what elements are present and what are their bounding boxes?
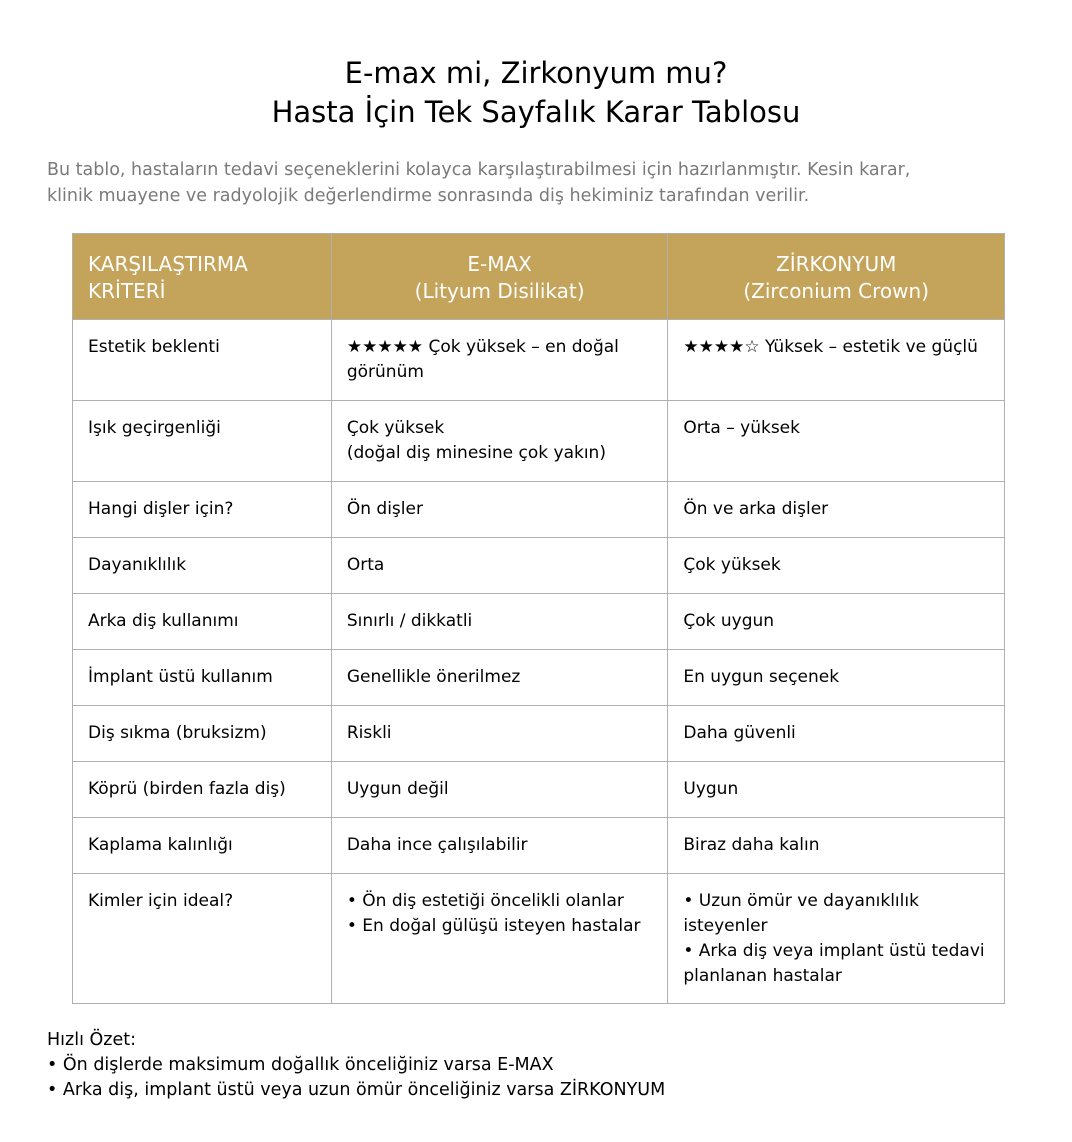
table-row	[73, 762, 1005, 818]
emax-text: (doğal diş minesine çok yakın)	[346, 443, 606, 463]
header-emax	[331, 234, 668, 320]
table-row	[73, 874, 1005, 1004]
title-line-1: E-max mi, Zirkonyum mu?	[344, 56, 728, 90]
zirkonyum-cell	[668, 594, 1005, 650]
page-title	[0, 54, 1072, 132]
table-row	[73, 320, 1005, 401]
criterion-cell: Dayanıklılık	[73, 538, 332, 594]
zirkonyum-cell	[668, 706, 1005, 762]
zirkonyum-text: Biraz daha kalın	[683, 835, 820, 855]
summary-heading: Hızlı Özet:	[47, 1030, 136, 1050]
zirkonyum-bullet: • Arka diş veya implant üstü tedavi planlanan hastalar	[683, 941, 985, 986]
zirkonyum-text: Daha güvenli	[683, 723, 796, 743]
table-row	[73, 594, 1005, 650]
zirkonyum-cell	[668, 818, 1005, 874]
header-criterion	[73, 234, 332, 320]
header-zirkonyum-line-1: ZİRKONYUM	[776, 252, 897, 276]
emax-text: Riskli	[346, 723, 392, 743]
zirkonyum-text: Orta – yüksek	[683, 418, 800, 438]
emax-cell	[331, 762, 668, 818]
criterion-cell: Estetik beklenti	[73, 320, 332, 401]
table-row	[73, 818, 1005, 874]
zirkonyum-text: ★★★★☆ Yüksek – estetik ve güçlü	[683, 337, 978, 357]
comparison-table	[72, 233, 1005, 1004]
emax-text: Çok yüksek	[346, 418, 445, 438]
zirkonyum-text: En uygun seçenek	[683, 667, 840, 687]
emax-text: ★★★★★ Çok yüksek – en doğal görünüm	[346, 337, 619, 382]
criterion-cell: Hangi dişler için?	[73, 482, 332, 538]
table-row	[73, 401, 1005, 482]
zirkonyum-cell	[668, 538, 1005, 594]
emax-cell	[331, 320, 668, 401]
zirkonyum-cell	[668, 401, 1005, 482]
criterion-cell: Diş sıkma (bruksizm)	[73, 706, 332, 762]
criterion-cell: Kaplama kalınlığı	[73, 818, 332, 874]
emax-text: Genellikle önerilmez	[346, 667, 521, 687]
zirkonyum-text: Ön ve arka dişler	[683, 499, 829, 519]
emax-text: Daha ince çalışılabilir	[346, 835, 528, 855]
table-row	[73, 538, 1005, 594]
summary-item: • Arka diş, implant üstü veya uzun ömür önceliğiniz varsa ZİRKONYUM	[47, 1080, 666, 1100]
title-line-2: Hasta İçin Tek Sayfalık Karar Tablosu	[271, 95, 801, 129]
zirkonyum-text: Uygun	[683, 779, 739, 799]
header-emax-line-2: (Lityum Disilikat)	[414, 279, 585, 303]
emax-text: Sınırlı / dikkatli	[346, 611, 473, 631]
intro-line-2: klinik muayene ve radyolojik değerlendirme sonrasında diş hekiminiz tarafından verilir.	[47, 186, 810, 206]
zirkonyum-cell	[668, 320, 1005, 401]
criterion-cell: Işık geçirgenliği	[73, 401, 332, 482]
table-row	[73, 650, 1005, 706]
zirkonyum-text: Çok uygun	[683, 611, 775, 631]
header-criterion-line-1: KARŞILAŞTIRMA	[88, 252, 248, 276]
criterion-cell: Köprü (birden fazla diş)	[73, 762, 332, 818]
zirkonyum-cell	[668, 650, 1005, 706]
emax-cell	[331, 650, 668, 706]
emax-text: Orta	[346, 555, 385, 575]
header-emax-line-1: E-MAX	[467, 252, 532, 276]
emax-cell	[331, 401, 668, 482]
criterion-cell: Kimler için ideal?	[73, 874, 332, 1004]
intro-text	[47, 157, 1037, 209]
emax-cell	[331, 818, 668, 874]
header-zirkonyum	[668, 234, 1005, 320]
intro-line-1: Bu tablo, hastaların tedavi seçeneklerini kolayca karşılaştırabilmesi için hazırlanmıştır. Kesin karar,	[47, 160, 911, 180]
criterion-cell: İmplant üstü kullanım	[73, 650, 332, 706]
header-criterion-line-2: KRİTERİ	[88, 279, 166, 303]
criterion-cell: Arka diş kullanımı	[73, 594, 332, 650]
emax-bullet: • En doğal gülüşü isteyen hastalar	[346, 916, 641, 936]
zirkonyum-cell	[668, 874, 1005, 1004]
summary-item: • Ön dişlerde maksimum doğallık önceliğiniz varsa E-MAX	[47, 1055, 554, 1075]
emax-cell	[331, 594, 668, 650]
emax-text: Ön dişler	[346, 499, 423, 519]
emax-cell	[331, 874, 668, 1004]
table-row	[73, 706, 1005, 762]
table-header-row	[73, 234, 1005, 320]
emax-bullet: • Ön diş estetiği öncelikli olanlar	[346, 891, 624, 911]
emax-cell	[331, 482, 668, 538]
zirkonyum-bullet: • Uzun ömür ve dayanıklılık isteyenler	[683, 891, 919, 936]
emax-cell	[331, 538, 668, 594]
table-row	[73, 482, 1005, 538]
quick-summary	[47, 1028, 665, 1103]
emax-cell	[331, 706, 668, 762]
zirkonyum-text: Çok yüksek	[683, 555, 781, 575]
zirkonyum-cell	[668, 482, 1005, 538]
header-zirkonyum-line-2: (Zirconium Crown)	[743, 279, 930, 303]
emax-text: Uygun değil	[346, 779, 449, 799]
zirkonyum-cell	[668, 762, 1005, 818]
